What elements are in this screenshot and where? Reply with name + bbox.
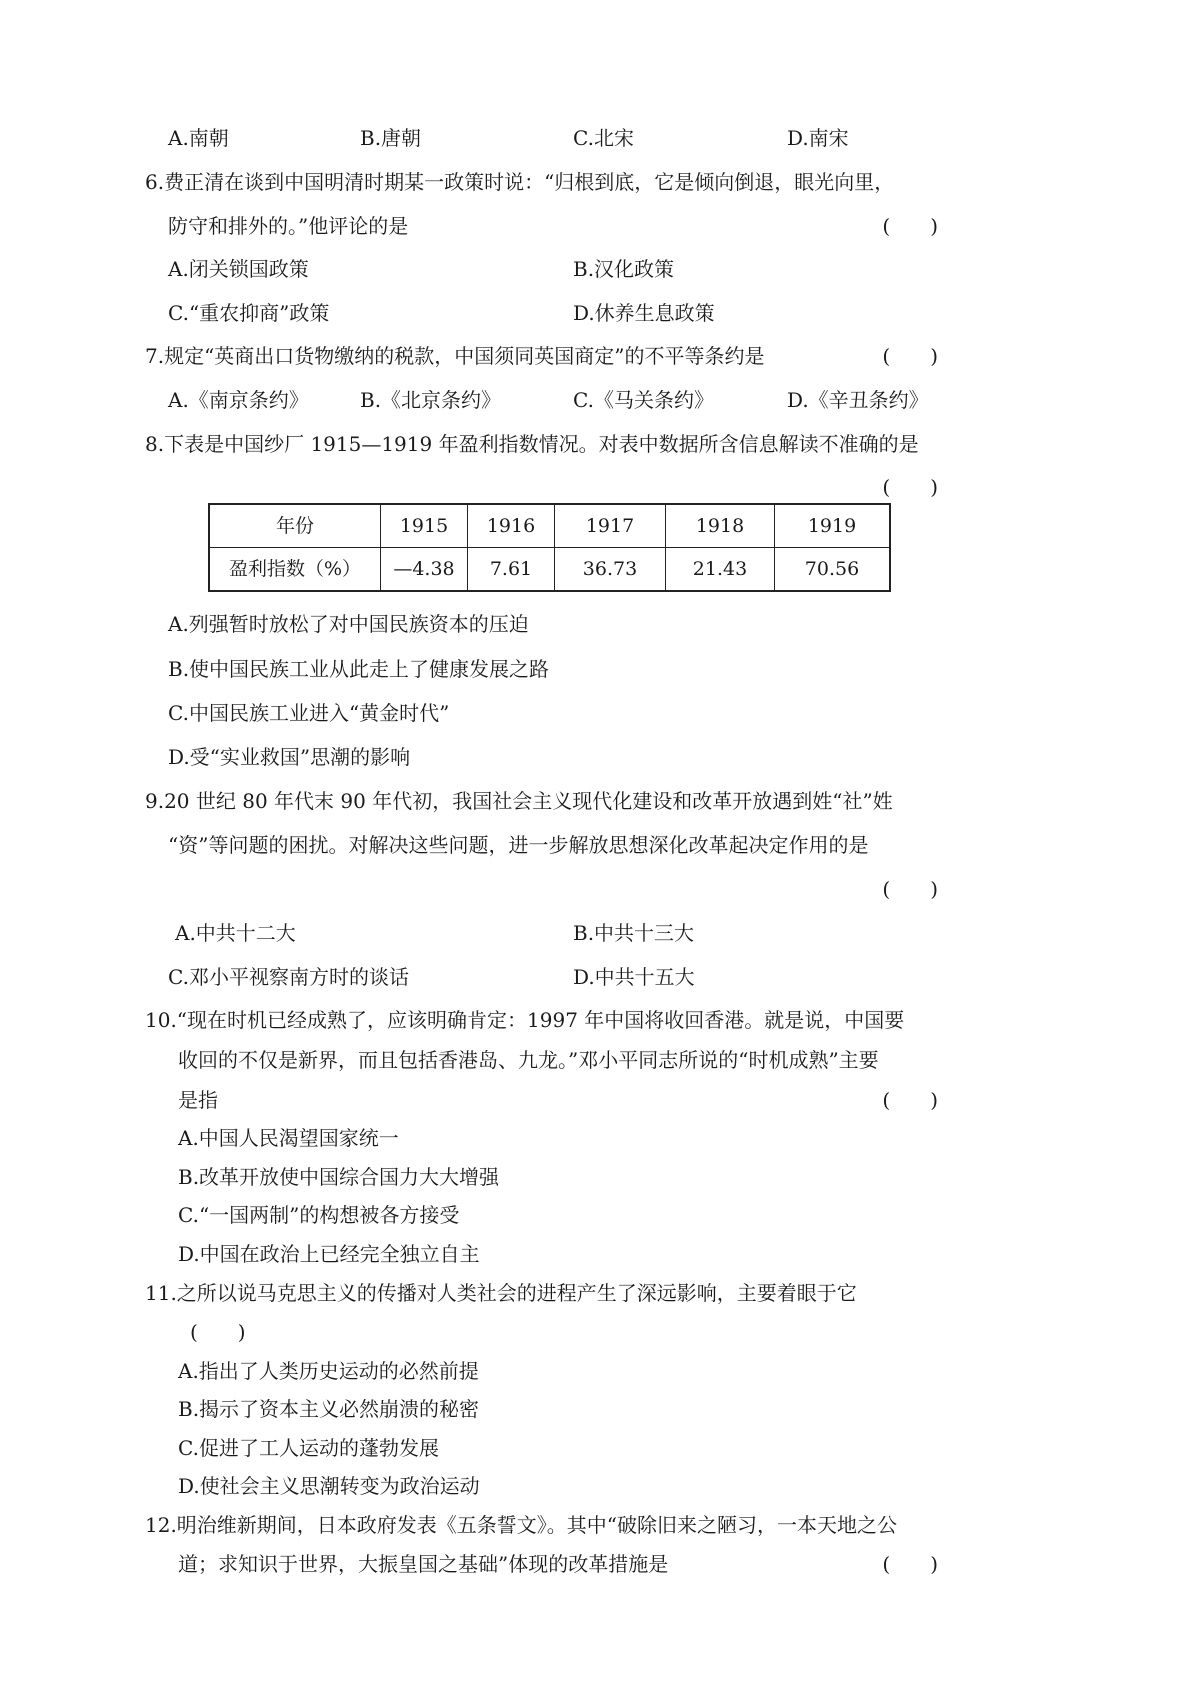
q7-answer-bracket: ( )	[882, 344, 938, 368]
q10-answer-bracket: ( )	[882, 1088, 938, 1112]
q10-stem-line1: 10.“现在时机已经成熟了，应该明确肯定：1997 年中国将收回香港。就是说，中国要	[145, 1008, 905, 1032]
table-value-cell: 70.56	[775, 548, 891, 592]
q10-stem-line3: 是指	[178, 1088, 218, 1112]
q12-stem-line1: 12.明治维新期间，日本政府发表《五条誓文》。其中“破除旧来之陋习，一本天地之公	[145, 1513, 898, 1537]
q10-option-a: A.中国人民渴望国家统一	[178, 1126, 399, 1150]
table-year-cell: 1915	[381, 504, 468, 548]
q6-stem-line2: 防守和排外的。”他评论的是	[168, 214, 409, 238]
q10-option-c: C.“一国两制”的构想被各方接受	[178, 1203, 460, 1227]
q8-option-c: C.中国民族工业进入“黄金时代”	[168, 701, 450, 725]
q5-option-c: C.北宋	[573, 126, 634, 150]
q5-option-b: B.唐朝	[360, 126, 422, 150]
q6-answer-bracket: ( )	[882, 214, 938, 238]
table-year-cell: 1917	[555, 504, 666, 548]
q8-answer-bracket: ( )	[882, 475, 938, 499]
q8-option-b: B.使中国民族工业从此走上了健康发展之路	[168, 657, 550, 681]
q7-option-a: A.《南京条约》	[168, 388, 309, 412]
q10-option-b: B.改革开放使中国综合国力大大增强	[178, 1165, 500, 1189]
profit-index-table	[208, 503, 891, 592]
table-year-cell: 1918	[666, 504, 775, 548]
q11-option-c: C.促进了工人运动的蓬勃发展	[178, 1436, 439, 1460]
q9-option-b: B.中共十三大	[573, 921, 695, 945]
q8-option-a: A.列强暂时放松了对中国民族资本的压迫	[168, 612, 529, 636]
q7-option-c: C.《马关条约》	[573, 388, 714, 412]
table-year-cell: 1916	[468, 504, 555, 548]
q6-option-b: B.汉化政策	[573, 257, 675, 281]
q6-stem-line1: 6.费正清在谈到中国明清时期某一政策时说：“归根到底，它是倾向倒退，眼光向里，	[145, 170, 895, 194]
table-value-cell: 21.43	[666, 548, 775, 592]
q9-stem-line1: 9.20 世纪 80 年代末 90 年代初，我国社会主义现代化建设和改革开放遇到姓“社”姓	[145, 789, 893, 813]
q11-option-b: B.揭示了资本主义必然崩溃的秘密	[178, 1397, 480, 1421]
table-value-cell: 7.61	[468, 548, 555, 592]
q11-option-d: D.使社会主义思潮转变为政治运动	[178, 1474, 480, 1498]
q9-answer-bracket: ( )	[882, 877, 938, 901]
q9-option-a: A.中共十二大	[175, 921, 296, 945]
q9-stem-line2: “资”等问题的困扰。对解决这些问题，进一步解放思想深化改革起决定作用的是	[168, 833, 869, 857]
q10-option-d: D.中国在政治上已经完全独立自主	[178, 1242, 480, 1266]
q12-answer-bracket: ( )	[882, 1552, 938, 1576]
q11-option-a: A.指出了人类历史运动的必然前提	[178, 1359, 479, 1383]
q7-stem-line1: 7.规定“英商出口货物缴纳的税款，中国须同英国商定”的不平等条约是	[145, 344, 765, 368]
q6-option-c: C.“重农抑商”政策	[168, 301, 330, 325]
q9-option-d: D.中共十五大	[573, 965, 695, 989]
table-header-label: 年份	[209, 504, 381, 548]
table-year-cell: 1919	[775, 504, 891, 548]
q5-option-a: A.南朝	[168, 126, 229, 150]
q11-answer-bracket: ( )	[190, 1320, 246, 1344]
table-row-values	[209, 548, 890, 592]
table-value-cell: 36.73	[555, 548, 666, 592]
q7-option-b: B.《北京条约》	[360, 388, 502, 412]
q6-option-a: A.闭关锁国政策	[168, 257, 309, 281]
q11-stem-line1: 11.之所以说马克思主义的传播对人类社会的进程产生了深远影响，主要着眼于它	[145, 1281, 857, 1305]
table-row-years	[209, 504, 890, 548]
q7-option-d: D.《辛丑条约》	[787, 388, 929, 412]
q9-option-c: C.邓小平视察南方时的谈话	[168, 965, 409, 989]
q10-stem-line2: 收回的不仅是新界，而且包括香港岛、九龙。”邓小平同志所说的“时机成熟”主要	[178, 1048, 879, 1072]
q6-option-d: D.休养生息政策	[573, 301, 715, 325]
q12-stem-line2: 道；求知识于世界，大振皇国之基础”体现的改革措施是	[178, 1552, 669, 1576]
q8-stem-line1: 8.下表是中国纱厂 1915—1919 年盈利指数情况。对表中数据所含信息解读不准确的是	[145, 432, 919, 456]
table-row-label: 盈利指数（%）	[209, 548, 381, 592]
q5-option-d: D.南宋	[787, 126, 849, 150]
q8-option-d: D.受“实业救国”思潮的影响	[168, 745, 411, 769]
table-value-cell: —4.38	[381, 548, 468, 592]
